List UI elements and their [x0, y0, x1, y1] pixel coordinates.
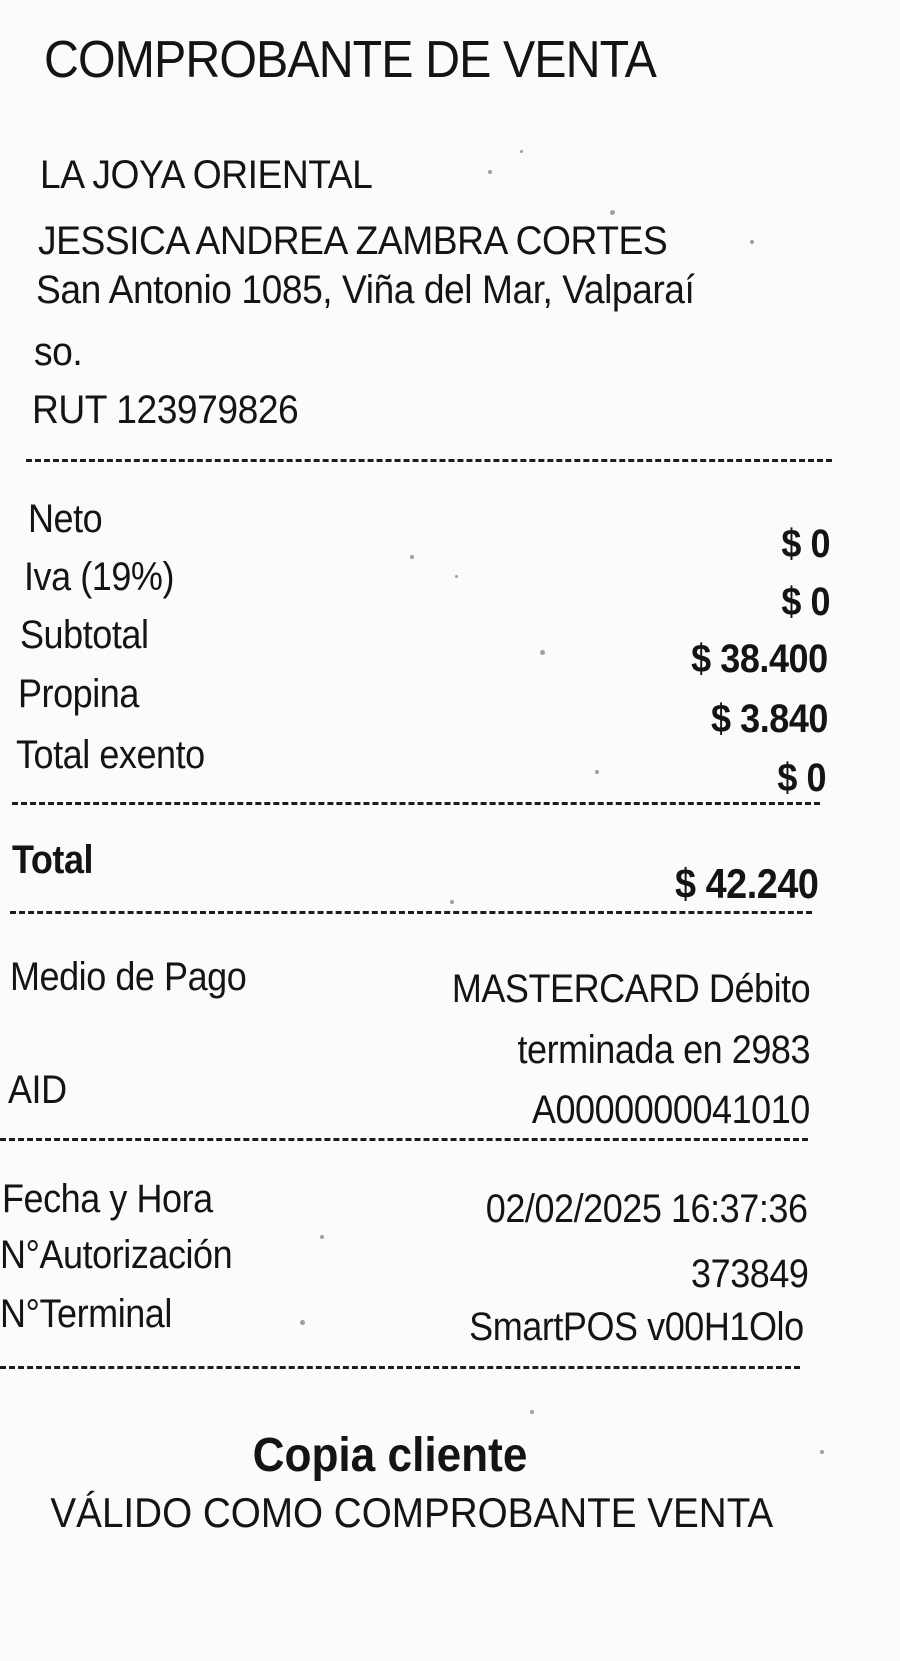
payment-method-label: Medio de Pago: [10, 955, 247, 999]
validity-note: VÁLIDO COMO COMPROBANTE VENTA: [50, 1489, 774, 1536]
net-label: Neto: [28, 497, 103, 541]
merchant-address-continued: so.: [34, 330, 83, 374]
card-suffix: terminada en 2983: [517, 1028, 810, 1072]
print-speck: [520, 150, 523, 153]
merchant-owner: JESSICA ANDREA ZAMBRA CORTES: [38, 219, 668, 263]
print-speck: [320, 1235, 324, 1239]
merchant-name: LA JOYA ORIENTAL: [40, 153, 373, 197]
section-divider: [12, 802, 820, 805]
print-speck: [300, 1320, 305, 1325]
merchant-address: San Antonio 1085, Viña del Mar, Valparaí: [36, 268, 695, 312]
print-speck: [540, 650, 545, 655]
subtotal-label: Subtotal: [20, 613, 149, 657]
merchant-rut: RUT 123979826: [32, 388, 299, 432]
section-divider: [10, 911, 812, 914]
datetime-value: 02/02/2025 16:37:36: [486, 1187, 808, 1231]
exempt-total-label: Total exento: [16, 733, 205, 777]
terminal-value: SmartPOS v00H1Olo: [469, 1305, 804, 1349]
terminal-label: N°Terminal: [0, 1292, 172, 1336]
section-divider: [26, 459, 832, 462]
datetime-label: Fecha y Hora: [2, 1177, 213, 1221]
aid-label: AID: [8, 1068, 67, 1112]
section-divider: [0, 1138, 808, 1141]
receipt-title: COMPROBANTE DE VENTA: [44, 31, 656, 89]
tax-label: Iva (19%): [24, 555, 175, 599]
exempt-total-value: $ 0: [777, 756, 826, 800]
net-value: $ 0: [781, 522, 830, 566]
print-speck: [455, 575, 458, 578]
subtotal-value: $ 38.400: [691, 637, 828, 681]
aid-value: A0000000041010: [531, 1088, 810, 1132]
print-speck: [595, 770, 599, 774]
section-divider: [0, 1366, 800, 1369]
authorization-label: N°Autorización: [0, 1233, 233, 1277]
print-speck: [530, 1410, 534, 1414]
print-speck: [750, 240, 754, 244]
authorization-value: 373849: [690, 1252, 808, 1296]
print-speck: [488, 170, 492, 174]
tax-value: $ 0: [781, 580, 830, 624]
print-speck: [450, 900, 454, 904]
tip-value: $ 3.840: [711, 697, 828, 741]
print-speck: [610, 210, 615, 215]
total-value: $ 42.240: [674, 860, 818, 907]
customer-copy-label: Copia cliente: [252, 1429, 528, 1482]
print-speck: [820, 1450, 824, 1454]
total-label: Total: [12, 838, 94, 882]
tip-label: Propina: [18, 672, 139, 716]
print-speck: [410, 555, 414, 559]
payment-method-value: MASTERCARD Débito: [451, 967, 810, 1011]
